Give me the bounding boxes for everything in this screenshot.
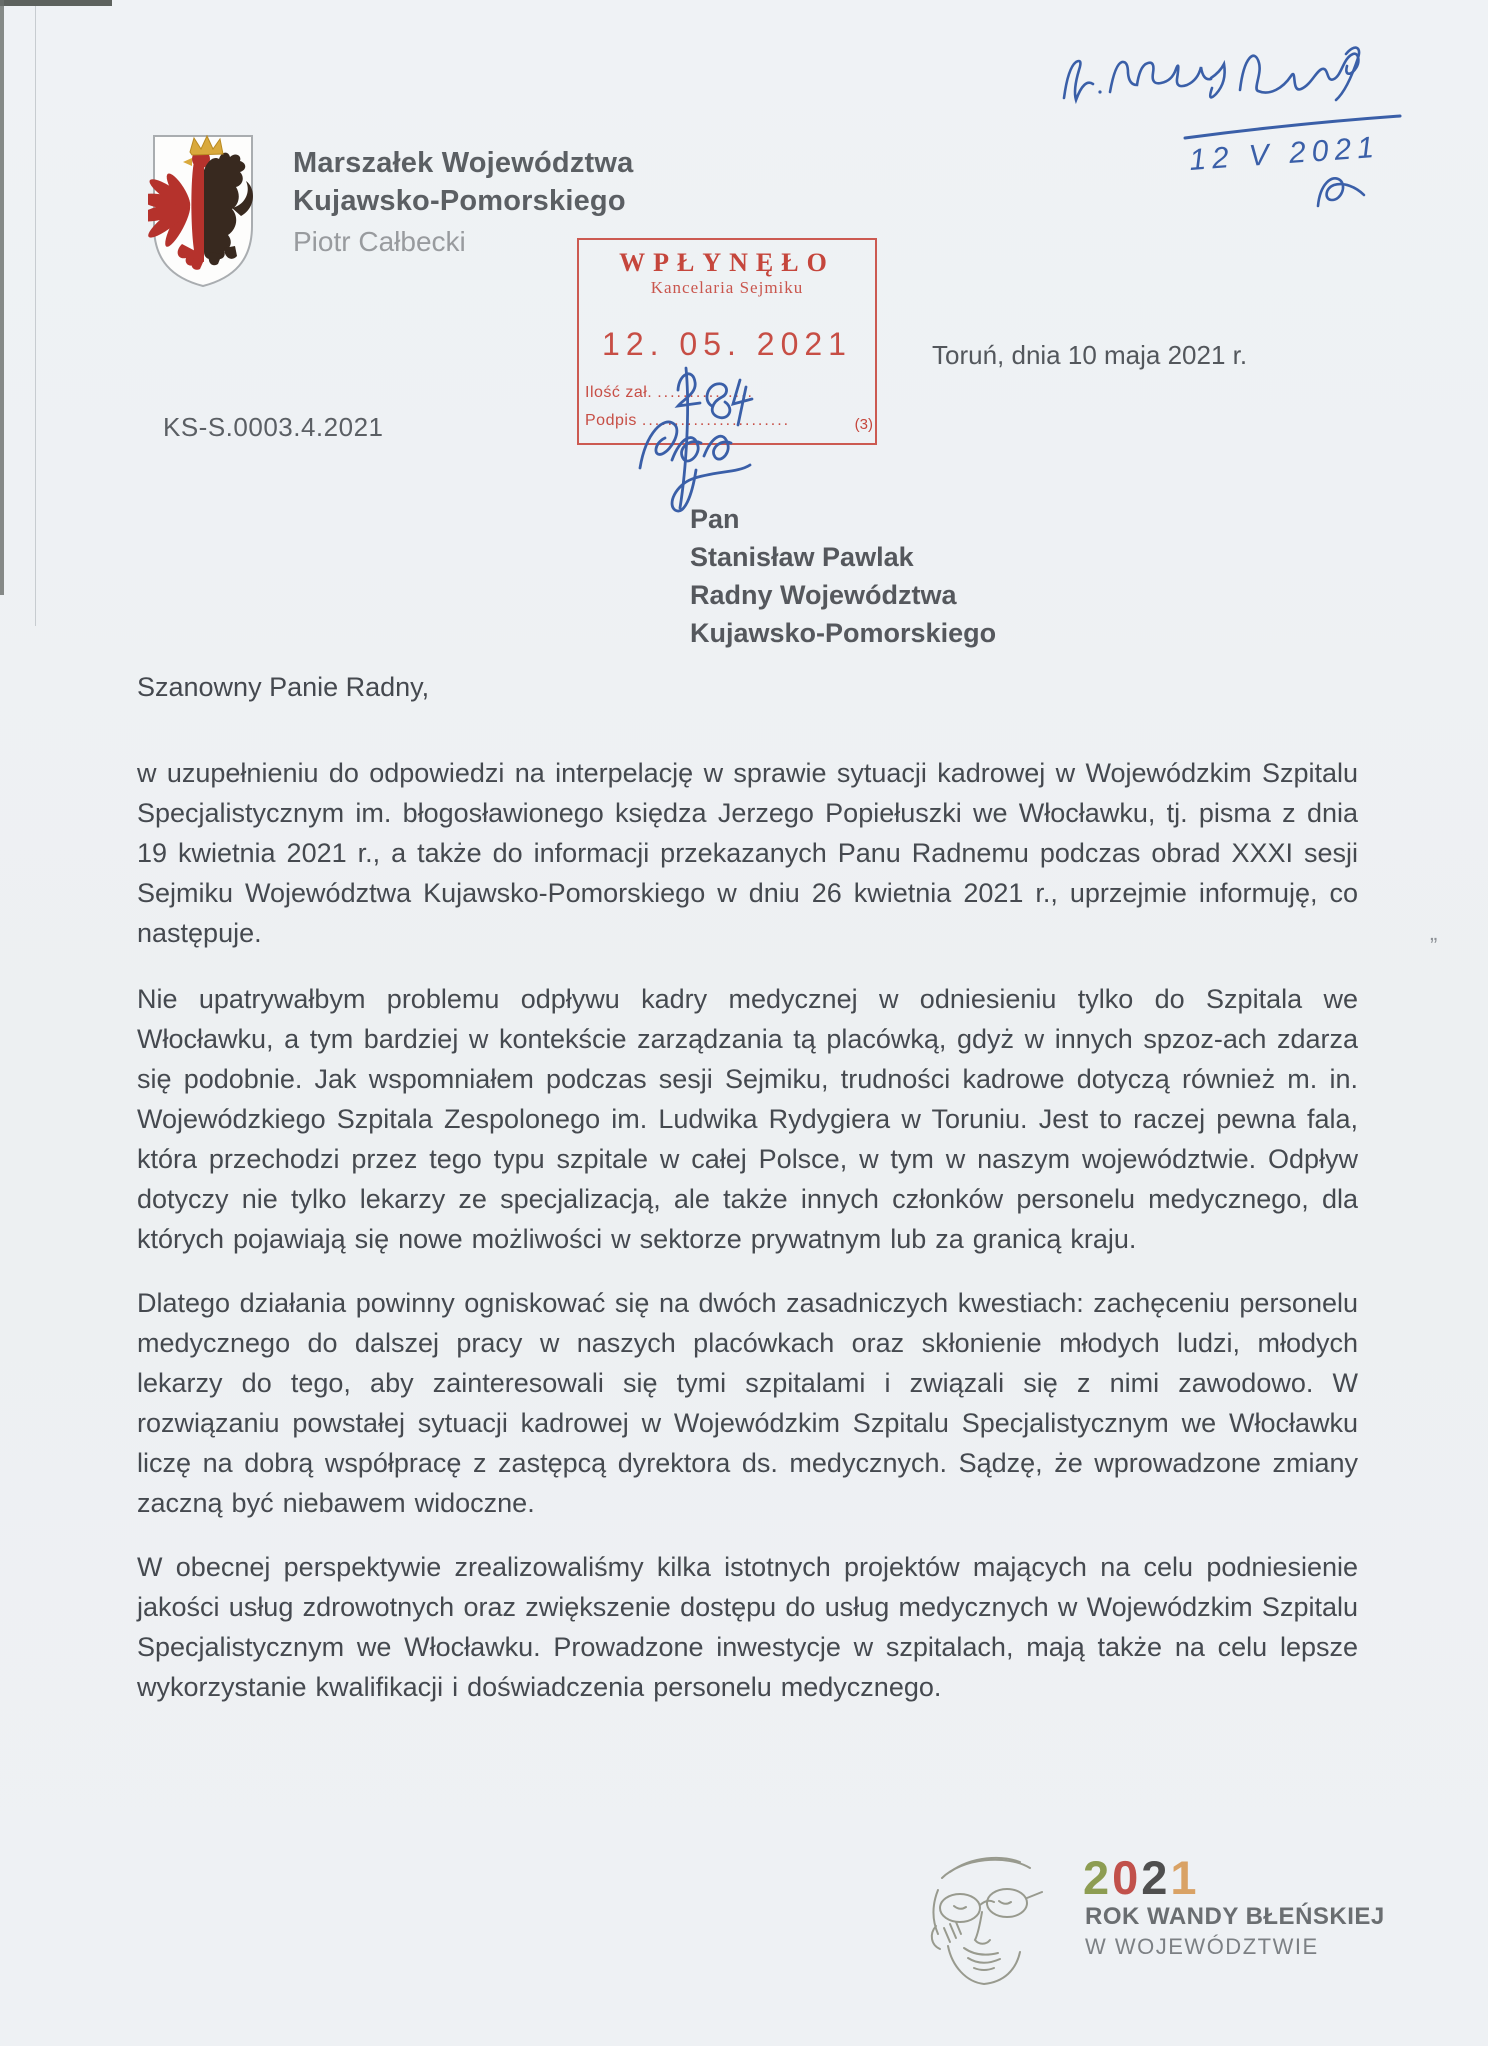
footer-year-digit: 2: [1141, 1851, 1171, 1904]
footer-year-digit: 0: [1112, 1851, 1142, 1904]
portrait-sketch-icon: [912, 1850, 1062, 1995]
stamp-signature-dots: .......................: [641, 412, 791, 429]
sender-org-line1: Marszałek Województwa: [293, 147, 634, 179]
coat-of-arms-icon: [148, 128, 258, 296]
recipient-line: Radny Województwa: [690, 580, 957, 610]
registry-stamp: [577, 238, 877, 445]
footer-campaign-line2: W WOJEWÓDZTWIE: [1085, 1934, 1319, 1959]
sender-org-line2: Kujawsko-Pomorskiego: [293, 185, 626, 217]
paragraph: Nie upatrywałbym problemu odpływu kadry medycznej w odniesieniu tylko do Szpitala we Włocławku, a tym bardziej w kontekście zarządzania tą placówką, gdyż w innych spzoz-ach zdarza się podobnie. Jak wspomniałem podczas sesji Sejmiku, trudności kadrowe dotyczą również m. in. Wojewódzkiego Szpitala Zespolonego im. Ludwika Rydygiera w Toruniu. Jest to raczej pewna fala, która przechodzi przez tego typu szpitale w całej Polsce, w tym w naszym województwie. Odpływ dotyczy nie tylko lekarzy ze specjalizacją, ale także innych członków personelu medycznego, dla których pojawiają się nowe możliwości w sektorze prywatnym lub za granicą kraju.: [137, 984, 1358, 1254]
paper-edge-line: [35, 6, 36, 626]
footer-campaign-line1: ROK WANDY BŁEŃSKIEJ: [1085, 1903, 1385, 1930]
paragraph: w uzupełnieniu do odpowiedzi na interpelację w sprawie sytuacji kadrowej w Wojewódzkim Szpitalu Specjalistycznym im. błogosławionego księdza Jerzego Popiełuszki we Włocławku, tj. pisma z dnia 19 kwietnia 2021 r., a także do informacji przekazanych Panu Radnemu podczas obrad XXXI sesji Sejmiku Województwa Kujawsko-Pomorskiego w dniu 26 kwietnia 2021 r., uprzejmie informuję, co następuje.: [137, 758, 1358, 948]
recipient-line: Stanisław Pawlak: [690, 542, 914, 572]
stamp-date: 12. 05. 2021: [602, 326, 852, 362]
footer-year: [1083, 1850, 1200, 1905]
stamp-attachments-label: Ilość zał.: [585, 384, 653, 401]
stamp-page-ref: (3): [854, 416, 873, 433]
paragraph: Dlatego działania powinny ogniskować się na dwóch zasadniczych kwestiach: zachęceniu personelu medycznego do dalszej pracy w naszych placówkach oraz skłonienie młodych ludzi, młodych lekarzy do tego, aby zainteresowali się tymi szpitalami i związali się z nimi zawodowo. W rozwiązaniu powstałej sytuacji kadrowej w Wojewódzkim Szpitalu Specjalistycznym we Włocławku liczę na dobrą współpracę z zastępcą dyrektora ds. medycznych. Sądzę, że wprowadzone zmiany zaczną być niebawem widoczne.: [137, 1288, 1358, 1518]
reference-number: KS-S.0003.4.2021: [163, 412, 384, 442]
paragraph: W obecnej perspektywie zrealizowaliśmy kilka istotnych projektów mających na celu podniesienie jakości usług zdrowotnych oraz zwiększenie dostępu do usług medycznych w Wojewódzkim Szpitalu Specjalistycznym we Włocławku. Prowadzone inwestycje w szpitalach, mają także na celu lepsze wykorzystanie kwalifikacji i doświadczenia personelu medycznego.: [137, 1552, 1358, 1702]
recipient-block: [690, 500, 996, 652]
recipient-line: Kujawsko-Pomorskiego: [690, 618, 997, 648]
stamp-attachments-row: [585, 384, 754, 402]
footer-year-digit: 1: [1170, 1851, 1200, 1904]
handwritten-note: [1030, 20, 1460, 225]
recipient-line: Pan: [690, 504, 740, 534]
stamp-signature-label: Podpis: [585, 412, 637, 429]
sender-person-name: Piotr Całbecki: [293, 226, 466, 257]
stamp-signature-row: [585, 412, 790, 430]
letter-body: [137, 672, 1358, 1707]
stamp-received-label: WPŁYNĘŁO: [619, 248, 835, 277]
salutation: Szanowny Panie Radny,: [137, 672, 430, 702]
scan-speck: „: [1430, 920, 1438, 945]
scanner-edge-top: [0, 0, 112, 6]
stamp-office-label: Kancelaria Sejmiku: [650, 278, 804, 297]
scanner-edge-left: [0, 0, 4, 595]
footer-year-digit: 2: [1083, 1851, 1113, 1904]
dateline: Toruń, dnia 10 maja 2021 r.: [932, 340, 1248, 370]
handwritten-date-text: 12 V 2021: [1188, 130, 1381, 177]
stamp-attachments-dots: ...............: [657, 384, 754, 401]
